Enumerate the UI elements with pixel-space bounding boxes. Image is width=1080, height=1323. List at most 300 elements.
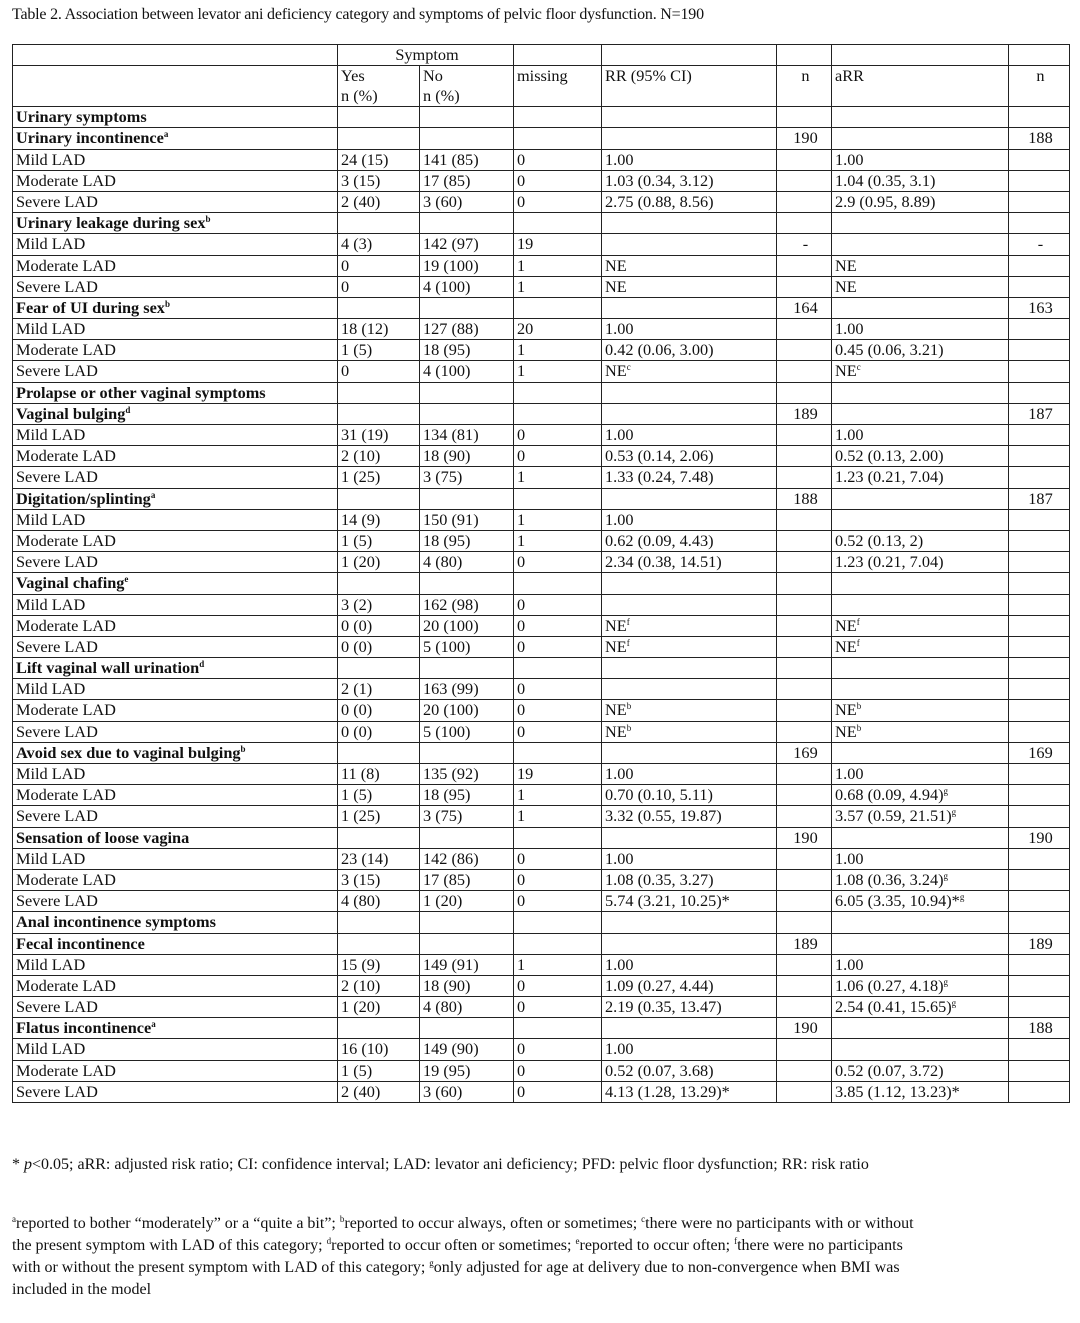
rr-cell: 5.74 (3.21, 10.25)*: [602, 891, 777, 912]
symptom-row: [13, 933, 1070, 954]
yes-cell: 1 (20): [338, 997, 420, 1018]
rr-cell: 1.00: [602, 319, 777, 340]
row-label: Digitation/splinting$^a$: [13, 488, 338, 509]
n-cell: 189: [777, 933, 832, 954]
arr-cell: 2.9 (0.95, 8.89): [832, 191, 1009, 212]
rr-cell: 1.00: [602, 425, 777, 446]
table-row: [13, 340, 1070, 361]
missing-cell: 1: [514, 340, 602, 361]
rr-cell: $NE^c$: [602, 361, 777, 382]
n-cell: [777, 107, 832, 128]
n-adjusted-cell: [1009, 997, 1070, 1018]
n-cell: [777, 340, 832, 361]
missing-cell: 1: [514, 361, 602, 382]
missing-cell: 0: [514, 721, 602, 742]
n-cell: [777, 594, 832, 615]
no-cell: 18 (95): [420, 530, 514, 551]
rr-cell: 1.00: [602, 764, 777, 785]
n-cell: 190: [777, 1018, 832, 1039]
table-row: [13, 509, 1070, 530]
yes-cell: [338, 827, 420, 848]
no-cell: 18 (90): [420, 446, 514, 467]
n-adjusted-cell: [1009, 1060, 1070, 1081]
no-cell: 135 (92): [420, 764, 514, 785]
row-label: Urinary incontinence$^a$: [13, 128, 338, 149]
symptom-row: [13, 827, 1070, 848]
rr-cell: 1.08 (0.35, 3.27): [602, 869, 777, 890]
rr-cell: [602, 594, 777, 615]
arr-cell: [832, 912, 1009, 933]
yes-cell: 0: [338, 276, 420, 297]
missing-cell: 1: [514, 509, 602, 530]
no-cell: 17 (85): [420, 869, 514, 890]
yes-cell: [338, 933, 420, 954]
n-adjusted-cell: [1009, 636, 1070, 657]
yes-cell: 1 (5): [338, 785, 420, 806]
arr-cell: [832, 933, 1009, 954]
n-cell: [777, 319, 832, 340]
yes-cell: 0 (0): [338, 615, 420, 636]
n-cell: [777, 170, 832, 191]
missing-cell: [514, 488, 602, 509]
no-cell: 163 (99): [420, 679, 514, 700]
table-footnote-superscripts: $^a$reported to bother “moderately” or a “quite a bit”; $^b$reported to occur always, often or sometimes; $^c$there were no participants with or without the present symptom with LAD of this category; $^d$reported to occur often or sometimes; $^e$reported to occur often; $^f$there were no participants with or without the present symptom with LAD of this category; $^g$only adjusted for age at delivery due to non-convergence when BMI was included in the model: [12, 1214, 914, 1298]
missing-cell: 0: [514, 594, 602, 615]
row-label: Moderate LAD: [13, 975, 338, 996]
yes-cell: 14 (9): [338, 509, 420, 530]
row-label: Severe LAD: [13, 891, 338, 912]
symptom-row: [13, 742, 1070, 763]
no-cell: 3 (60): [420, 191, 514, 212]
table-row: [13, 425, 1070, 446]
header-row-columns: [13, 66, 1070, 107]
arr-cell: $NE^b$: [832, 700, 1009, 721]
n-cell: [777, 382, 832, 403]
table-row: [13, 679, 1070, 700]
no-cell: [420, 382, 514, 403]
no-cell: [420, 912, 514, 933]
yes-cell: [338, 742, 420, 763]
n-adjusted-cell: [1009, 467, 1070, 488]
n-cell: [777, 1081, 832, 1102]
row-label: Avoid sex due to vaginal bulging$^b$: [13, 742, 338, 763]
rr-cell: NE: [602, 276, 777, 297]
n-cell: [777, 848, 832, 869]
row-label: Mild LAD: [13, 425, 338, 446]
row-label: Severe LAD: [13, 997, 338, 1018]
n-adjusted-cell: 169: [1009, 742, 1070, 763]
arr-cell: 1.00: [832, 425, 1009, 446]
arr-cell: [832, 488, 1009, 509]
n-cell: [777, 975, 832, 996]
n-adjusted-cell: [1009, 891, 1070, 912]
no-cell: 19 (100): [420, 255, 514, 276]
section-row: [13, 382, 1070, 403]
row-label: Mild LAD: [13, 234, 338, 255]
n-cell: [777, 255, 832, 276]
yes-cell: 0 (0): [338, 636, 420, 657]
arr-cell: 1.08 (0.36, 3.24)$^g$: [832, 869, 1009, 890]
missing-cell: 0: [514, 446, 602, 467]
n-adjusted-cell: [1009, 658, 1070, 679]
symptom-row: [13, 1018, 1070, 1039]
yes-cell: [338, 128, 420, 149]
yes-cell: 1 (25): [338, 806, 420, 827]
missing-cell: 0: [514, 1081, 602, 1102]
row-label: Mild LAD: [13, 149, 338, 170]
no-cell: [420, 573, 514, 594]
no-cell: [420, 213, 514, 234]
yes-cell: 0: [338, 361, 420, 382]
missing-cell: 0: [514, 615, 602, 636]
row-label: Mild LAD: [13, 1039, 338, 1060]
yes-cell: 11 (8): [338, 764, 420, 785]
rr-cell: 0.42 (0.06, 3.00): [602, 340, 777, 361]
arr-cell: [832, 213, 1009, 234]
arr-cell: 3.85 (1.12, 13.23)*: [832, 1081, 1009, 1102]
missing-cell: [514, 742, 602, 763]
table-row: [13, 869, 1070, 890]
arr-cell: [832, 509, 1009, 530]
missing-cell: [514, 827, 602, 848]
no-cell: 142 (97): [420, 234, 514, 255]
n-cell: [777, 869, 832, 890]
n-adjusted-cell: [1009, 213, 1070, 234]
n-cell: [777, 700, 832, 721]
table-row: [13, 255, 1070, 276]
n-adjusted-cell: [1009, 679, 1070, 700]
row-label: Mild LAD: [13, 848, 338, 869]
table-row: [13, 234, 1070, 255]
row-label: Moderate LAD: [13, 785, 338, 806]
arr-cell: 1.23 (0.21, 7.04): [832, 552, 1009, 573]
missing-cell: [514, 912, 602, 933]
yes-cell: 2 (10): [338, 975, 420, 996]
rr-cell: [602, 827, 777, 848]
missing-cell: 1: [514, 276, 602, 297]
n-adjusted-cell: [1009, 594, 1070, 615]
arr-cell: 1.00: [832, 319, 1009, 340]
yes-cell: 2 (10): [338, 446, 420, 467]
n-cell: [777, 954, 832, 975]
row-label: Moderate LAD: [13, 340, 338, 361]
n-cell: [777, 764, 832, 785]
yes-cell: [338, 107, 420, 128]
n-adjusted-cell: [1009, 975, 1070, 996]
no-cell: [420, 128, 514, 149]
missing-cell: 0: [514, 679, 602, 700]
missing-cell: 0: [514, 869, 602, 890]
arr-cell: $NE^f$: [832, 615, 1009, 636]
no-cell: 20 (100): [420, 700, 514, 721]
arr-cell: [832, 234, 1009, 255]
arr-cell: [832, 403, 1009, 424]
row-label: Fear of UI during sex$^b$: [13, 297, 338, 318]
yes-cell: [338, 488, 420, 509]
yes-cell: 0 (0): [338, 700, 420, 721]
yes-cell: 4 (80): [338, 891, 420, 912]
arr-cell: NE: [832, 255, 1009, 276]
symptom-group-header: Symptom: [338, 45, 514, 66]
missing-cell: 20: [514, 319, 602, 340]
n-adjusted-cell: [1009, 425, 1070, 446]
missing-cell: 1: [514, 255, 602, 276]
missing-cell: [514, 128, 602, 149]
n-adjusted-cell: [1009, 319, 1070, 340]
rr-cell: 0.70 (0.10, 5.11): [602, 785, 777, 806]
arr-cell: $NE^f$: [832, 636, 1009, 657]
missing-cell: 0: [514, 191, 602, 212]
yes-cell: 23 (14): [338, 848, 420, 869]
arr-cell: [832, 679, 1009, 700]
n-adjusted-cell: [1009, 954, 1070, 975]
yes-cell: 15 (9): [338, 954, 420, 975]
no-cell: 5 (100): [420, 721, 514, 742]
arr-cell: $NE^c$: [832, 361, 1009, 382]
n-cell: [777, 149, 832, 170]
rr-cell: $NE^b$: [602, 721, 777, 742]
missing-cell: 0: [514, 891, 602, 912]
n-adjusted-cell: [1009, 573, 1070, 594]
n-cell: [777, 361, 832, 382]
missing-cell: [514, 403, 602, 424]
row-label: Fecal incontinence: [13, 933, 338, 954]
yes-cell: 18 (12): [338, 319, 420, 340]
n-adjusted-cell: [1009, 764, 1070, 785]
rr-cell: $NE^f$: [602, 615, 777, 636]
no-cell: [420, 742, 514, 763]
table-row: [13, 764, 1070, 785]
yes-cell: 4 (3): [338, 234, 420, 255]
n-adjusted-cell: [1009, 700, 1070, 721]
no-cell: 150 (91): [420, 509, 514, 530]
n-cell: [777, 636, 832, 657]
table-footnote-abbreviations: * p<0.05; aRR: adjusted risk ratio; CI: confidence interval; LAD: levator ani deficiency; PFD: pelvic floor dysfunction; RR: risk ratio: [12, 1156, 869, 1173]
missing-cell: 19: [514, 764, 602, 785]
arr-cell: 1.00: [832, 764, 1009, 785]
n-cell: [777, 573, 832, 594]
missing-cell: [514, 573, 602, 594]
rr-cell: 4.13 (1.28, 13.29)*: [602, 1081, 777, 1102]
n-adjusted-cell: [1009, 255, 1070, 276]
yes-cell: 1 (5): [338, 1060, 420, 1081]
table-row: [13, 785, 1070, 806]
rr-cell: [602, 403, 777, 424]
n-adjusted-cell: [1009, 615, 1070, 636]
arr-cell: 1.00: [832, 848, 1009, 869]
section-row: [13, 107, 1070, 128]
row-label: Anal incontinence symptoms: [13, 912, 338, 933]
table-row: [13, 276, 1070, 297]
n-cell: [777, 615, 832, 636]
arr-cell: [832, 573, 1009, 594]
n-adjusted-cell: 189: [1009, 933, 1070, 954]
arr-cell: 1.00: [832, 954, 1009, 975]
row-label: Mild LAD: [13, 764, 338, 785]
row-label: Moderate LAD: [13, 446, 338, 467]
rr-cell: 1.00: [602, 509, 777, 530]
missing-cell: [514, 933, 602, 954]
n-adjusted-cell: [1009, 107, 1070, 128]
missing-cell: [514, 382, 602, 403]
n-adjusted-cell: [1009, 530, 1070, 551]
table-row: [13, 1060, 1070, 1081]
no-cell: 3 (60): [420, 1081, 514, 1102]
n-adjusted-cell: [1009, 446, 1070, 467]
symptom-row: [13, 403, 1070, 424]
section-row: [13, 912, 1070, 933]
arr-cell: 6.05 (3.35, 10.94)*$^g$: [832, 891, 1009, 912]
table-row: [13, 891, 1070, 912]
missing-header: missing: [514, 66, 602, 107]
n-adjusted-cell: -: [1009, 234, 1070, 255]
missing-cell: 1: [514, 467, 602, 488]
n-adjusted-cell: 188: [1009, 128, 1070, 149]
table-row: [13, 700, 1070, 721]
row-label: Severe LAD: [13, 467, 338, 488]
missing-cell: [514, 1018, 602, 1039]
n-adjusted-cell: [1009, 149, 1070, 170]
arr-cell: $NE^b$: [832, 721, 1009, 742]
yes-cell: 1 (5): [338, 530, 420, 551]
missing-cell: 0: [514, 975, 602, 996]
rr-cell: [602, 234, 777, 255]
arr-cell: 0.52 (0.13, 2.00): [832, 446, 1009, 467]
table-row: [13, 191, 1070, 212]
table-row: [13, 975, 1070, 996]
no-cell: 4 (80): [420, 997, 514, 1018]
yes-cell: 3 (15): [338, 869, 420, 890]
no-cell: 149 (91): [420, 954, 514, 975]
missing-cell: 0: [514, 170, 602, 191]
row-label: Mild LAD: [13, 679, 338, 700]
results-table: [12, 44, 1070, 1103]
arr-cell: NE: [832, 276, 1009, 297]
row-label: Severe LAD: [13, 636, 338, 657]
table-row: [13, 721, 1070, 742]
n-cell: [777, 467, 832, 488]
yes-cell: [338, 403, 420, 424]
rr-cell: 1.09 (0.27, 4.44): [602, 975, 777, 996]
row-label: Severe LAD: [13, 361, 338, 382]
table-row: [13, 361, 1070, 382]
row-label: Moderate LAD: [13, 255, 338, 276]
row-label: Flatus incontinence$^a$: [13, 1018, 338, 1039]
table-row: [13, 1039, 1070, 1060]
no-cell: [420, 488, 514, 509]
no-cell: 142 (86): [420, 848, 514, 869]
yes-cell: 2 (40): [338, 191, 420, 212]
rr-cell: [602, 742, 777, 763]
table-row: [13, 848, 1070, 869]
n-cell: 188: [777, 488, 832, 509]
row-label: Moderate LAD: [13, 869, 338, 890]
n-cell: [777, 891, 832, 912]
arr-cell: [832, 382, 1009, 403]
n-cell: [777, 679, 832, 700]
n-adjusted-cell: 187: [1009, 488, 1070, 509]
n-adjusted-cell: [1009, 721, 1070, 742]
rr-cell: 2.75 (0.88, 8.56): [602, 191, 777, 212]
n-cell: -: [777, 234, 832, 255]
arr-cell: 0.52 (0.13, 2): [832, 530, 1009, 551]
n-adjusted-cell: [1009, 785, 1070, 806]
n-adjusted-cell: [1009, 170, 1070, 191]
no-cell: [420, 933, 514, 954]
n-cell: [777, 658, 832, 679]
rr-cell: [602, 912, 777, 933]
no-cell: 1 (20): [420, 891, 514, 912]
rr-cell: [602, 297, 777, 318]
yes-cell: 0: [338, 255, 420, 276]
row-label: Urinary symptoms: [13, 107, 338, 128]
n-adjusted-cell: 188: [1009, 1018, 1070, 1039]
n-cell: [777, 785, 832, 806]
symptom-row: [13, 213, 1070, 234]
missing-cell: 0: [514, 700, 602, 721]
yes-cell: 1 (5): [338, 340, 420, 361]
n-cell: 190: [777, 128, 832, 149]
row-label: Sensation of loose vagina: [13, 827, 338, 848]
n-adjusted-cell: [1009, 191, 1070, 212]
rr-header: RR (95% CI): [602, 66, 777, 107]
arr-cell: [832, 594, 1009, 615]
rr-cell: [602, 1018, 777, 1039]
table-row: [13, 149, 1070, 170]
row-label: Mild LAD: [13, 954, 338, 975]
row-label: Severe LAD: [13, 191, 338, 212]
missing-cell: [514, 213, 602, 234]
n-adjusted-header: n: [1009, 66, 1070, 107]
yes-header: Yes n (%): [338, 66, 420, 107]
yes-cell: 1 (25): [338, 467, 420, 488]
no-cell: [420, 107, 514, 128]
arr-header: aRR: [832, 66, 1009, 107]
row-label: Moderate LAD: [13, 1060, 338, 1081]
no-cell: 17 (85): [420, 170, 514, 191]
symptom-row: [13, 573, 1070, 594]
no-header: No n (%): [420, 66, 514, 107]
rr-cell: 1.33 (0.24, 7.48): [602, 467, 777, 488]
header-row-group: [13, 45, 1070, 66]
symptom-row: [13, 488, 1070, 509]
row-label: Severe LAD: [13, 276, 338, 297]
rr-cell: [602, 382, 777, 403]
n-adjusted-cell: [1009, 1081, 1070, 1102]
n-adjusted-cell: [1009, 276, 1070, 297]
rr-cell: [602, 573, 777, 594]
yes-cell: 31 (19): [338, 425, 420, 446]
n-cell: [777, 509, 832, 530]
yes-cell: 0 (0): [338, 721, 420, 742]
yes-cell: [338, 213, 420, 234]
row-label: Severe LAD: [13, 552, 338, 573]
n-adjusted-cell: [1009, 509, 1070, 530]
no-cell: 3 (75): [420, 806, 514, 827]
yes-cell: [338, 573, 420, 594]
no-cell: 18 (95): [420, 340, 514, 361]
n-cell: [777, 721, 832, 742]
missing-cell: [514, 107, 602, 128]
no-cell: [420, 1018, 514, 1039]
arr-cell: [832, 1018, 1009, 1039]
no-cell: 4 (100): [420, 361, 514, 382]
yes-cell: 16 (10): [338, 1039, 420, 1060]
n-adjusted-cell: [1009, 382, 1070, 403]
symptom-row: [13, 128, 1070, 149]
n-adjusted-cell: [1009, 340, 1070, 361]
rr-cell: 2.19 (0.35, 13.47): [602, 997, 777, 1018]
